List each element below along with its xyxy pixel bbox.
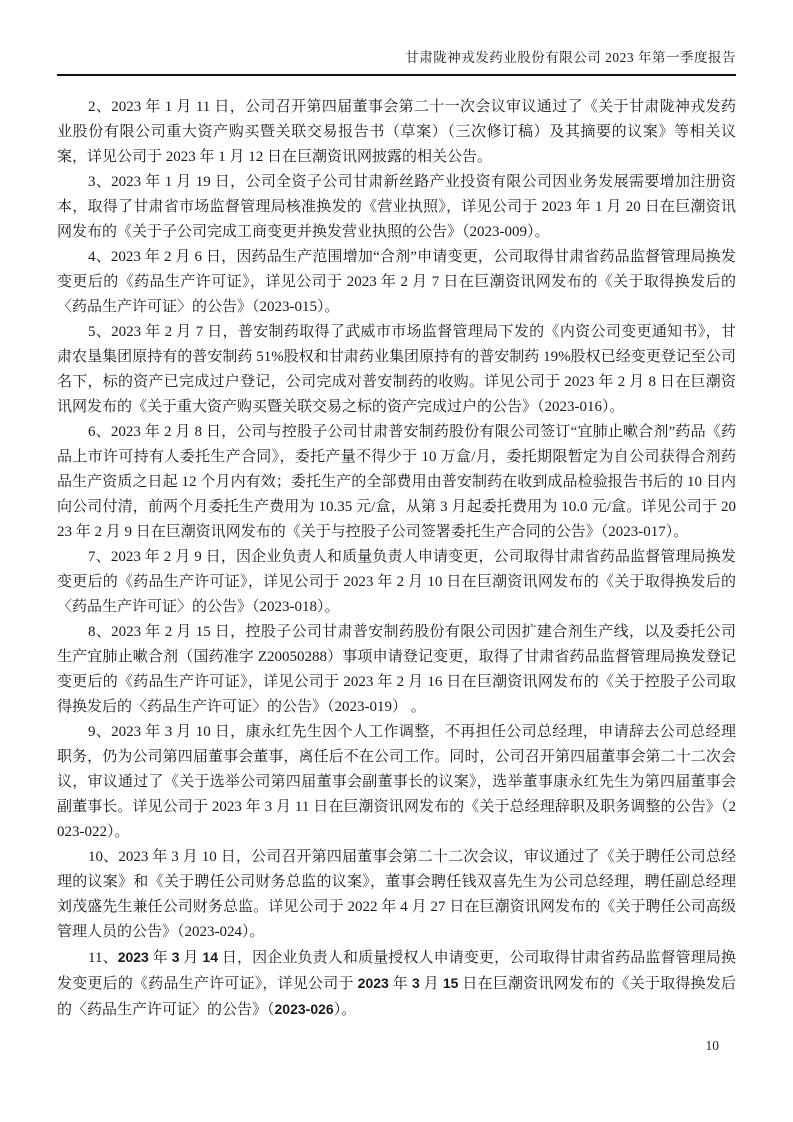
paragraph-8 xyxy=(57,620,736,720)
paragraph-3 xyxy=(57,170,736,245)
alt-font-number: 3 xyxy=(171,949,180,965)
alt-font-number: 15 xyxy=(442,975,459,991)
paragraph-11 xyxy=(57,945,736,1023)
page-header xyxy=(57,48,736,76)
alt-font-number: 2023 xyxy=(117,949,149,965)
text-run: 月 xyxy=(179,950,203,966)
text-run: 年 xyxy=(148,950,172,966)
paragraph-7 xyxy=(57,545,736,620)
alt-font-number: 2023-026 xyxy=(274,1001,334,1017)
paragraph-9 xyxy=(57,720,736,845)
text-run: 10、2023 年 3 月 10 日，公司召开第四届董事会第二十二次会议，审议通过了《关于聘任公司总经理的议案》和《关于聘任公司财务总监的议案》，董事会聘任钱双喜先生为公司总经理，聘任副总经理刘茂盛先生兼任公司财务总监。详见公司于 2022 年 4 月 27 日在巨潮资讯网发布的《关于聘任公司高级管理人员的公告》（2023-024）。 xyxy=(57,849,736,940)
alt-font-number: 14 xyxy=(202,949,218,965)
text-run: 4、2023 年 2 月 6 日，因药品生产范围增加“合剂”申请变更，公司取得甘肃省药品监督管理局换发变更后的《药品生产许可证》，详见公司于 2023 年 2 月 7 日在巨潮资讯网发布的《关于取得换发后的〈药品生产许可证〉的公告》（2023-015）。 xyxy=(57,249,736,315)
paragraph-2 xyxy=(57,95,736,170)
text-run: 7、2023 年 2 月 9 日，因企业负责人和质量负责人申请变更，公司取得甘肃省药品监督管理局换发变更后的《药品生产许可证》，详见公司于 2023 年 2 月 10 日在巨潮资讯网发布的《关于取得换发后的〈药品生产许可证〉的公告》（2023-018）。 xyxy=(57,549,736,615)
document-body xyxy=(57,95,736,1023)
paragraph-4 xyxy=(57,245,736,320)
text-run: 日，因企业负责人和质量授权人申请变更，公司取得甘肃省药品监督管理局换发变更后的《药品生产许可证》，详见公司于 xyxy=(57,950,736,992)
text-run: 3、2023 年 1 月 19 日，公司全资子公司甘肃新丝路产业投资有限公司因业务发展需要增加注册资本，取得了甘肃省市场监督管理局核准换发的《营业执照》，详见公司于 2023 年 1 月 20 日在巨潮资讯网发布的《关于子公司完成工商变更并换发营业执照的公告》（2023-009）。 xyxy=(57,174,736,240)
text-run: 2、2023 年 1 月 11 日，公司召开第四届董事会第二十一次会议审议通过了《关于甘肃陇神戎发药业股份有限公司重大资产购买暨关联交易报告书（草案）（三次修订稿）及其摘要的议案》等相关议案，详见公司于 2023 年 1 月 12 日在巨潮资讯网披露的相关公告。 xyxy=(57,99,736,165)
text-run: 9、2023 年 3 月 10 日，康永红先生因个人工作调整，不再担任公司总经理，申请辞去公司总经理职务，仍为公司第四届董事会董事，离任后不在公司工作。同时，公司召开第四届董事会第二十二次会议，审议通过了《关于选举公司第四届董事会副董事长的议案》，选举董事康永红先生为第四届董事会副董事长。详见公司于 2023 年 3 月 11 日在巨潮资讯网发布的《关于总经理辞职及职务调整的公告》（2023-022）。 xyxy=(57,724,736,840)
paragraph-5 xyxy=(57,320,736,420)
alt-font-number: 2023 xyxy=(357,975,389,991)
paragraph-6 xyxy=(57,420,736,545)
text-run: 5、2023 年 2 月 7 日，普安制药取得了武威市市场监督管理局下发的《内资公司变更通知书》，甘肃农垦集团原持有的普安制药 51%股权和甘肃药业集团原持有的普安制药 19%股权已经变更登记至公司名下，标的资产已完成过户登记，公司完成对普安制药的收购。详见公司于 2023 年 2 月 8 日在巨潮资讯网发布的《关于重大资产购买暨关联交易之标的资产完成过户的公告》（2023-016）。 xyxy=(57,324,736,415)
header-divider xyxy=(57,74,736,76)
text-run: 8、2023 年 2 月 15 日，控股子公司甘肃普安制药股份有限公司因扩建合剂生产线，以及委托公司生产宜肺止嗽合剂（国药准字 Z20050288）事项申请登记变更，取得了甘肃省药品监督管理局换发登记变更后的《药品生产许可证》，详见公司于 2023 年 2 月 16 日在巨潮资讯网发布的《关于控股子公司取得换发后的〈药品生产许可证〉的公告》（2023-019） 。 xyxy=(57,624,736,715)
text-run: ）。 xyxy=(333,1002,357,1018)
alt-font-number: 3 xyxy=(411,975,420,991)
text-run: 6、2023 年 2 月 8 日，公司与控股子公司甘肃普安制药股份有限公司签订“宜肺止嗽合剂”药品《药品上市许可持有人委托生产合同》，委托产量不得少于 10 万盒/月，委托期限暂定为自公司获得合剂药品生产资质之日起 12 个月内有效；委托生产的全部费用由普安制药在收到成品检验报告书后的 10 日内向公司付清，前两个月委托生产费用为 10.35 元/盒，从第 3 月起委托费用为 10.0 元/盒。详见公司于 2023 年 2 月 9 日在巨潮资讯网发布的《关于与控股子公司签署委托生产合同的公告》（2023-017）。 xyxy=(57,424,736,540)
text-run: 11、 xyxy=(88,950,118,966)
text-run: 年 xyxy=(388,976,412,992)
paragraph-10 xyxy=(57,845,736,945)
text-run: 月 xyxy=(419,976,443,992)
page-number: 10 xyxy=(705,1038,719,1053)
report-title: 甘肃陇神戎发药业股份有限公司 2023 年第一季度报告 xyxy=(405,50,736,65)
text-run: 日在巨潮资讯网发布的《关于取得换发后的〈药品生产许可证〉的公告》（ xyxy=(57,976,736,1018)
